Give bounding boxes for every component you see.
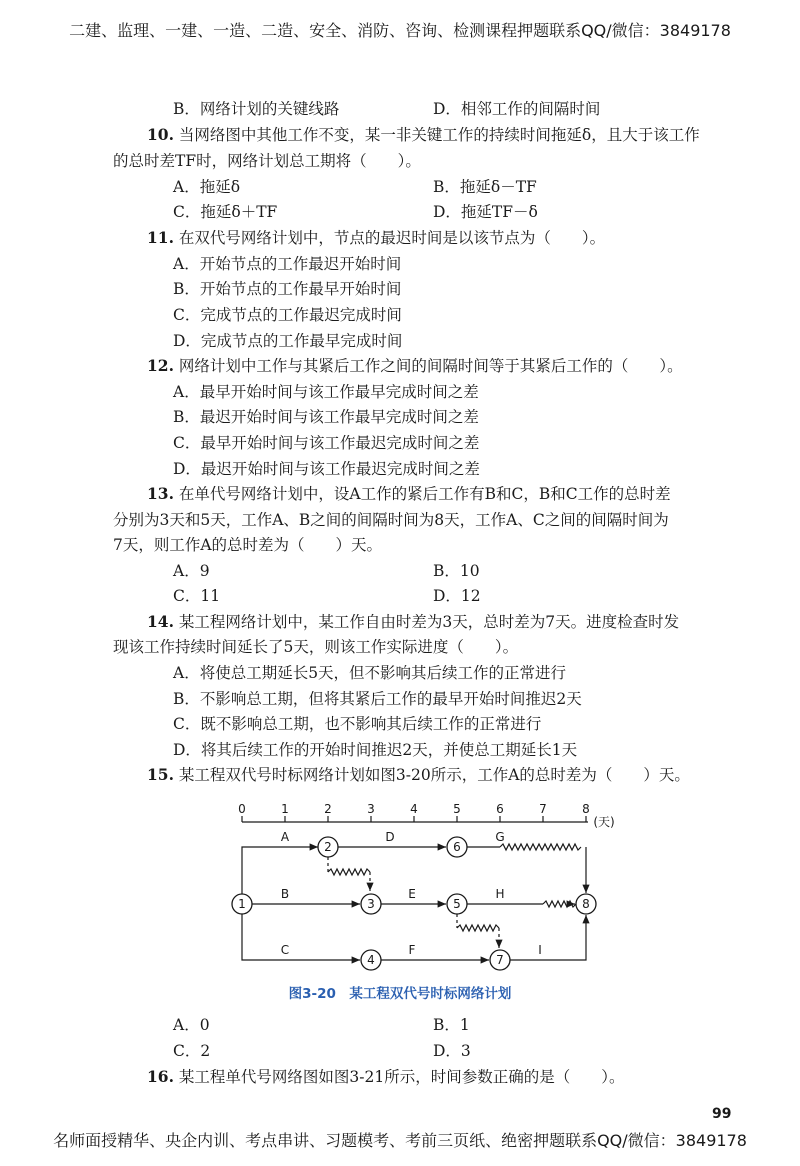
node-6: 6	[453, 840, 461, 854]
q10-option-a: A．拖延δ	[173, 178, 241, 196]
axis-unit: (天)	[593, 815, 615, 829]
node-1: 1	[238, 897, 246, 911]
q14-option-d: D．将其后续工作的开始时间推迟2天，并使总工期延长1天	[173, 741, 578, 759]
q11-text: 在双代号网络计划中，节点的最迟时间是以该节点为（ ）。	[178, 229, 606, 247]
activity-label-h: H	[495, 887, 505, 901]
tick-2: 2	[324, 802, 332, 816]
q13-option-a: A．9	[173, 562, 210, 580]
tick-4: 4	[410, 802, 418, 816]
q11-option-c: C．完成节点的工作最迟完成时间	[173, 306, 402, 324]
q12-option-a: A．最早开始时间与该工作最早完成时间之差	[173, 383, 479, 401]
q12-option-d: D．最迟开始时间与该工作最迟完成时间之差	[173, 460, 480, 478]
q11-option-d: D．完成节点的工作最早完成时间	[173, 332, 403, 350]
q12-text: 网络计划中工作与其紧后工作之间的间隔时间等于其紧后工作的（ ）。	[178, 357, 683, 375]
activity-label-i: I	[538, 943, 542, 957]
free-float-wave-g	[500, 844, 581, 850]
tick-7: 7	[539, 802, 547, 816]
q13-option-c: C．11	[173, 587, 221, 605]
q16-text: 某工程单代号网络图如图3-21所示，时间参数正确的是（ ）。	[178, 1068, 625, 1086]
q11-option-b: B．开始节点的工作最早开始时间	[173, 280, 402, 298]
q14-number: 14.	[147, 612, 174, 631]
tick-6: 6	[496, 802, 504, 816]
q16-stem	[147, 1066, 624, 1088]
q13-number: 13.	[147, 484, 174, 503]
q14-text-1: 某工程网络计划中，某工作自由时差为3天，总时差为7天。进度检查时发	[178, 613, 680, 631]
q12-number: 12.	[147, 356, 174, 375]
tick-0: 0	[238, 802, 246, 816]
q12-option-c: C．最早开始时间与该工作最迟完成时间之差	[173, 434, 480, 452]
node-5: 5	[453, 897, 461, 911]
activity-label-a: A	[280, 830, 290, 844]
top-banner: 二建、监理、一建、一造、二造、安全、消防、咨询、检测课程押题联系QQ/微信：3849178	[69, 21, 731, 40]
q14-option-a: A．将使总工期延长5天，但不影响其后续工作的正常进行	[173, 664, 567, 682]
activity-arrow-i	[510, 915, 586, 960]
q11-option-a: A．开始节点的工作最迟开始时间	[173, 255, 402, 273]
q15-number: 15.	[147, 765, 174, 784]
activity-label-b: B	[280, 887, 290, 901]
tick-1: 1	[281, 802, 289, 816]
q10-text-1: 当网络图中其他工作不变，某一非关键工作的持续时间拖延δ，且大于该工作	[178, 126, 700, 144]
q14-option-b: B．不影响总工期，但将其紧后工作的最早开始时间推迟2天	[173, 690, 582, 708]
tick-5: 5	[453, 802, 461, 816]
activity-label-e: E	[408, 887, 416, 901]
activity-label-g: G	[495, 830, 505, 844]
q14-stem-line2: 现该工作持续时间延长了5天，则该工作实际进度（ ）。	[113, 638, 519, 656]
free-float-wave-dummy-2-3	[328, 869, 370, 875]
q13-stem-line3: 7天，则工作A的总时差为（ ）天。	[113, 536, 383, 554]
q10-option-d: D．拖延TF－δ	[433, 203, 538, 221]
figure-caption: 图3-20 某工程双代号时标网络计划	[288, 986, 512, 1002]
q15-option-c: C．2	[173, 1042, 211, 1060]
node-3: 3	[367, 897, 375, 911]
node-7: 7	[496, 953, 504, 967]
node-8: 8	[582, 897, 590, 911]
activity-label-d: D	[385, 830, 395, 844]
q15-option-a: A．0	[173, 1016, 210, 1034]
q13-option-b: B．10	[433, 562, 480, 580]
bottom-banner: 名师面授精华、央企内训、考点串讲、习题模考、考前三页纸、绝密押题联系QQ/微信：3849178	[53, 1131, 747, 1150]
q9-option-d: D．相邻工作的间隔时间	[433, 100, 601, 118]
activity-label-f: F	[408, 943, 416, 957]
q15-text: 某工程双代号时标网络计划如图3-20所示，工作A的总时差为（ ）天。	[178, 766, 690, 784]
tick-3: 3	[367, 802, 375, 816]
q12-option-b: B．最迟开始时间与该工作最早完成时间之差	[173, 408, 479, 426]
node-4: 4	[367, 953, 375, 967]
page-number: 99	[712, 1106, 732, 1122]
q11-number: 11.	[147, 228, 174, 247]
q13-stem-line2: 分别为3天和5天，工作A、B之间的间隔时间为8天，工作A、C之间的间隔时间为	[113, 511, 669, 529]
q10-option-c: C．拖延δ＋TF	[173, 203, 278, 221]
q13-option-d: D．12	[433, 587, 481, 605]
q14-option-c: C．既不影响总工期，也不影响其后续工作的正常进行	[173, 715, 542, 733]
q13-text-1: 在单代号网络计划中，设A工作的紧后工作有B和C，B和C工作的总时差	[178, 485, 671, 503]
q9-option-b: B．网络计划的关键线路	[173, 100, 340, 118]
free-float-wave-h	[543, 901, 576, 907]
q10-option-b: B．拖延δ－TF	[433, 178, 537, 196]
q16-number: 16.	[147, 1067, 174, 1086]
free-float-wave-dummy-5-7	[457, 925, 499, 931]
activity-arrow-c	[242, 914, 360, 960]
q15-option-d: D．3	[433, 1042, 471, 1060]
q10-number: 10.	[147, 125, 174, 144]
node-2: 2	[324, 840, 332, 854]
tick-8: 8	[582, 802, 590, 816]
q15-option-b: B．1	[433, 1016, 470, 1034]
q10-stem-line2: 的总时差TF时，网络计划总工期将（ ）。	[113, 152, 421, 170]
activity-label-c: C	[280, 943, 290, 957]
